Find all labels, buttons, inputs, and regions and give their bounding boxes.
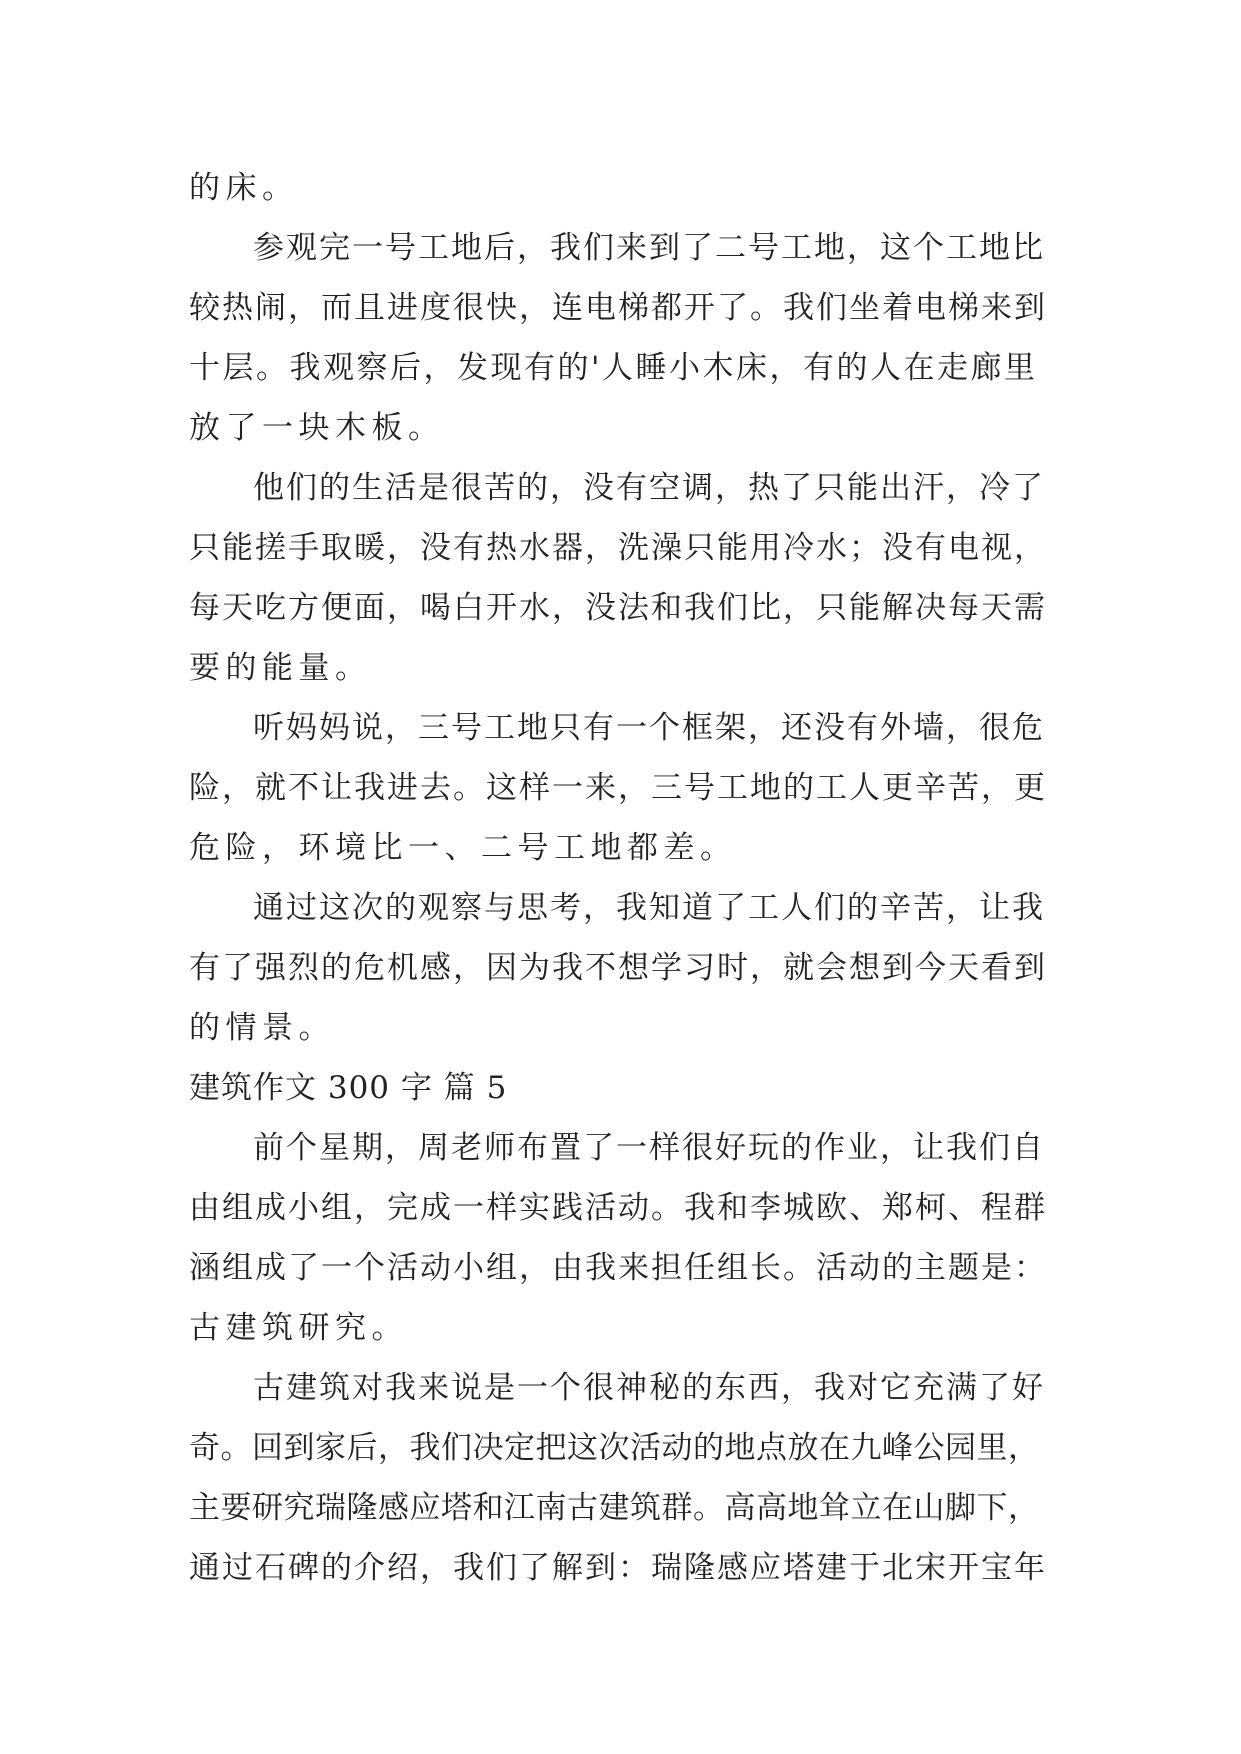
paragraph-start-line: 古建筑对我来说是一个很神秘的东西，我对它充满了好 (253, 1370, 1045, 1406)
text-line: 危险，环境比一、二号工地都差。 (189, 830, 737, 866)
text-line: 只能搓手取暖，没有热水器，洗澡只能用冷水；没有电视， (189, 530, 1047, 566)
text-line: 放了一块木板。 (189, 410, 445, 446)
text-line: 有了强烈的危机感，因为我不想学习时，就会想到今天看到 (189, 950, 1047, 986)
section-heading: 建筑作文 300 字 篇 5 (189, 1070, 508, 1106)
text-line: 涵组成了一个活动小组，由我来担任组长。活动的主题是： (189, 1250, 1047, 1286)
paragraph-start-line: 前个星期，周老师布置了一样很好玩的作业，让我们自 (253, 1130, 1045, 1166)
text-line: 每天吃方便面，喝白开水，没法和我们比，只能解决每天需 (189, 590, 1047, 626)
paragraph-start-line: 通过这次的观察与思考，我知道了工人们的辛苦，让我 (253, 890, 1045, 926)
paragraph-start-line: 参观完一号工地后，我们来到了二号工地，这个工地比 (253, 230, 1045, 266)
text-line: 较热闹，而且进度很快，连电梯都开了。我们坐着电梯来到 (189, 290, 1047, 326)
text-line: 要的能量。 (189, 650, 372, 686)
text-line: 的床。 (189, 170, 299, 206)
text-line: 险，就不让我进去。这样一来，三号工地的工人更辛苦，更 (189, 770, 1047, 806)
text-line: 通过石碑的介绍，我们了解到：瑞隆感应塔建于北宋开宝年 (189, 1550, 1047, 1586)
text-line: 奇。回到家后，我们决定把这次活动的地点放在九峰公园里， (189, 1430, 1040, 1466)
text-line: 主要研究瑞隆感应塔和江南古建筑群。高高地耸立在山脚下， (189, 1490, 1040, 1526)
text-line: 古建筑研究。 (189, 1310, 408, 1346)
paragraph-start-line: 他们的生活是很苦的，没有空调，热了只能出汗，冷了 (253, 470, 1045, 506)
text-line: 十层。我观察后，发现有的'人睡小木床，有的人在走廊里 (189, 350, 1038, 386)
document-body (189, 158, 1049, 1598)
text-line: 的情景。 (189, 1010, 335, 1046)
text-line: 由组成小组，完成一样实践活动。我和李城欧、郑柯、程群 (189, 1190, 1047, 1226)
paragraph-start-line: 听妈妈说，三号工地只有一个框架，还没有外墙，很危 (253, 710, 1045, 746)
